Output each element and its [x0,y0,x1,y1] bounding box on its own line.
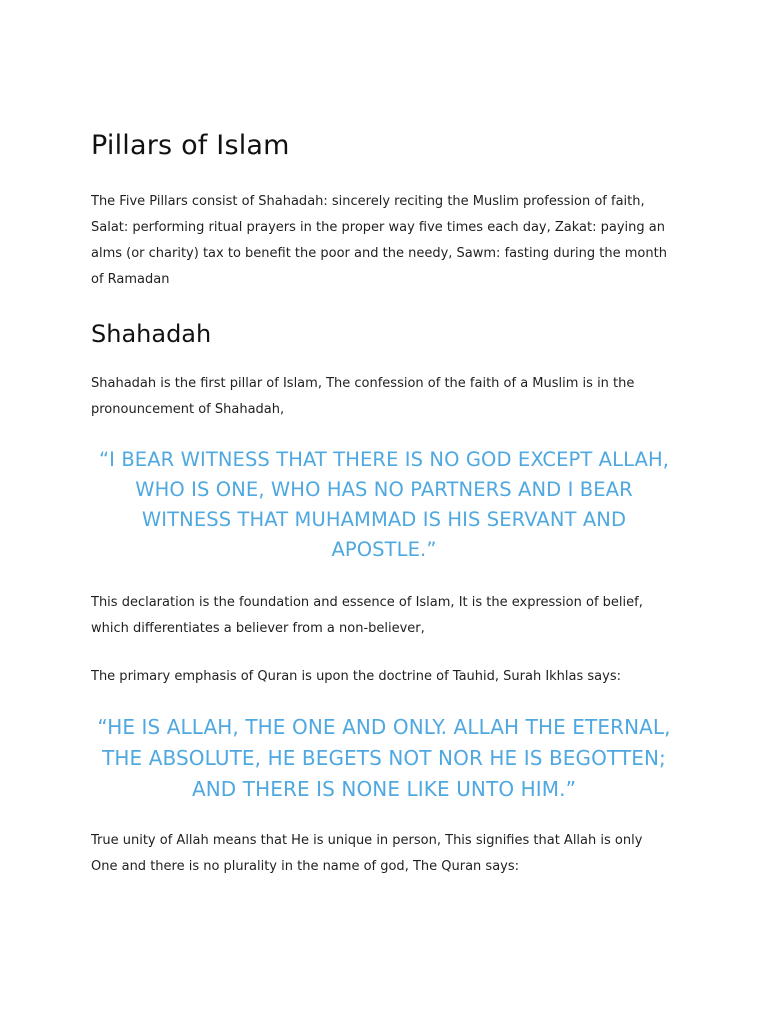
page-title: Pillars of Islam [91,130,290,161]
section-heading-shahadah: Shahadah [91,320,212,348]
emphasis-paragraph: The primary emphasis of Quran is upon the doctrine of Tauhid, Surah Ikhlas says: [91,669,621,684]
shahadah-quote: “I BEAR WITNESS THAT THERE IS NO GOD EXCEPT ALLAH, WHO IS ONE, WHO HAS NO PARTNERS AND I BEAR WITNESS THAT MUHAMMAD IS HIS SERVANT AND APOSTLE.” [98,448,670,561]
shahadah-paragraph: Shahadah is the first pillar of Islam, The confession of the faith of a Muslim is in the pronouncement of Shahadah, [91,376,635,417]
declaration-paragraph: This declaration is the foundation and essence of Islam, It is the expression of belief, which differentiates a believer from a non-believer, [91,595,643,636]
intro-paragraph: The Five Pillars consist of Shahadah: sincerely reciting the Muslim profession of faith, Salat: performing ritual prayers in the proper way five times each day, Zakat: paying an alms (or charity) tax to benefit the poor and the needy, Sawm: fasting during the month of Ramadan [91,194,667,287]
unity-paragraph: True unity of Allah means that He is unique in person, This signifies that Allah is only One and there is no plurality in the name of god, The Quran says: [91,833,643,874]
ikhlas-quote: “HE IS ALLAH, THE ONE AND ONLY. ALLAH THE ETERNAL, THE ABSOLUTE, HE BEGETS NOT NOR HE IS BEGOTTEN; AND THERE IS NONE LIKE UNTO HIM.” [97,715,671,801]
